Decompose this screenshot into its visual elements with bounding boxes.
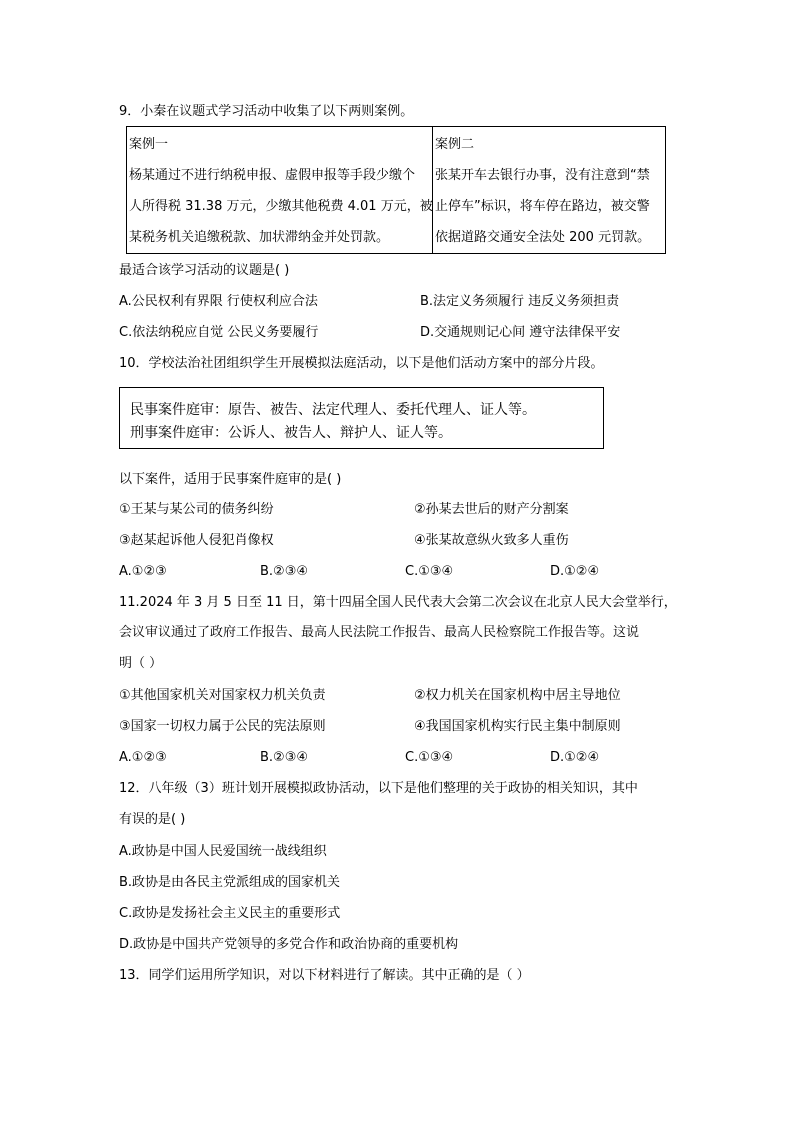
q9-case2-line: 张某开车去银行办事，没有注意到“禁 [435,168,650,183]
q12-option-b: B.政协是由各民主党派组成的国家机关 [119,875,341,890]
q10-stem: 10．学校法治社团组织学生开展模拟法庭活动，以下是他们活动方案中的部分片段。 [119,356,604,371]
q10-option: D.①②④ [550,564,600,579]
q10-court-box [119,387,604,449]
q12-option-c: C.政协是发扬社会主义民主的重要形式 [119,906,341,921]
q11-option: B.②③④ [260,750,309,765]
q11-option: C.①③④ [405,750,454,765]
q10-option: A.①②③ [119,564,167,579]
q12-line: 有误的是( ) [119,812,186,827]
q11-item: ①其他国家机关对国家权力机关负责 [119,688,326,703]
q10-option: C.①③④ [405,564,454,579]
q10-box-line: 刑事案件庭审：公诉人、被告人、辩护人、证人等。 [130,425,452,441]
q10-item: ①王某与某公司的债务纠纷 [119,502,274,517]
q9-case-table [126,126,666,254]
q13-stem: 13．同学们运用所学知识，对以下材料进行了解读。其中正确的是（ ） [119,968,530,983]
q9-case1-line: 人所得税 31.38 万元，少缴其他税费 4.01 万元，被 [129,199,433,214]
q9-case2 [432,127,666,253]
q11-line: 会议审议通过了政府工作报告、最高人民法院工作报告、最高人民检察院工作报告等。这说 [119,625,640,640]
q9-option-c: C.依法纳税应自觉 公民义务要履行 [119,325,319,340]
q9-option-d: D.交通规则记心间 遵守法律保平安 [420,325,621,340]
q9-option-b: B.法定义务须履行 违反义务须担责 [420,294,620,309]
q11-option: A.①②③ [119,750,167,765]
q9-case1 [127,127,432,253]
q9-question: 最适合该学习活动的议题是( ) [119,263,290,278]
q11-item: ④我国国家机构实行民主集中制原则 [414,719,621,734]
q9-case1-line: 杨某通过不进行纳税申报、虚假申报等手段少缴个 [129,168,416,183]
q11-line: 11.2024 年 3 月 5 日至 11 日，第十四届全国人民代表大会第二次会议在北京人民大会堂举行， [119,595,677,610]
q10-item: ④张某故意纵火致多人重伤 [414,533,569,548]
q11-item: ②权力机关在国家机构中居主导地位 [414,688,621,703]
q11-option: D.①②④ [550,750,600,765]
q12-line: 12．八年级（3）班计划开展模拟政协活动，以下是他们整理的关于政协的相关知识，其中 [119,781,638,796]
q11-item: ③国家一切权力属于公民的宪法原则 [119,719,326,734]
q12-option-d: D.政协是中国共产党领导的多党合作和政治协商的重要机构 [119,937,459,952]
q10-item: ③赵某起诉他人侵犯肖像权 [119,533,274,548]
q11-line: 明（ ） [119,656,163,671]
q10-box-line: 民事案件庭审：原告、被告、法定代理人、委托代理人、证人等。 [130,402,536,418]
q9-case2-line: 止停车”标识，将车停在路边，被交警 [435,199,650,214]
q9-option-a: A.公民权利有界限 行使权利应合法 [119,294,318,309]
q12-option-a: A.政协是中国人民爱国统一战线组织 [119,844,327,859]
q10-item: ②孙某去世后的财产分割案 [414,502,569,517]
q9-case1-title: 案例一 [129,137,169,152]
q10-question: 以下案件，适用于民事案件庭审的是( ) [119,472,342,487]
q9-case2-line: 依据道路交通安全法处 200 元罚款。 [435,230,651,245]
q9-case2-title: 案例二 [435,137,475,152]
q9-case1-line: 某税务机关追缴税款、加状滞纳金并处罚款。 [129,230,390,245]
q10-option: B.②③④ [260,564,309,579]
q9-stem: 9．小秦在议题式学习活动中收集了以下两则案例。 [119,104,414,119]
